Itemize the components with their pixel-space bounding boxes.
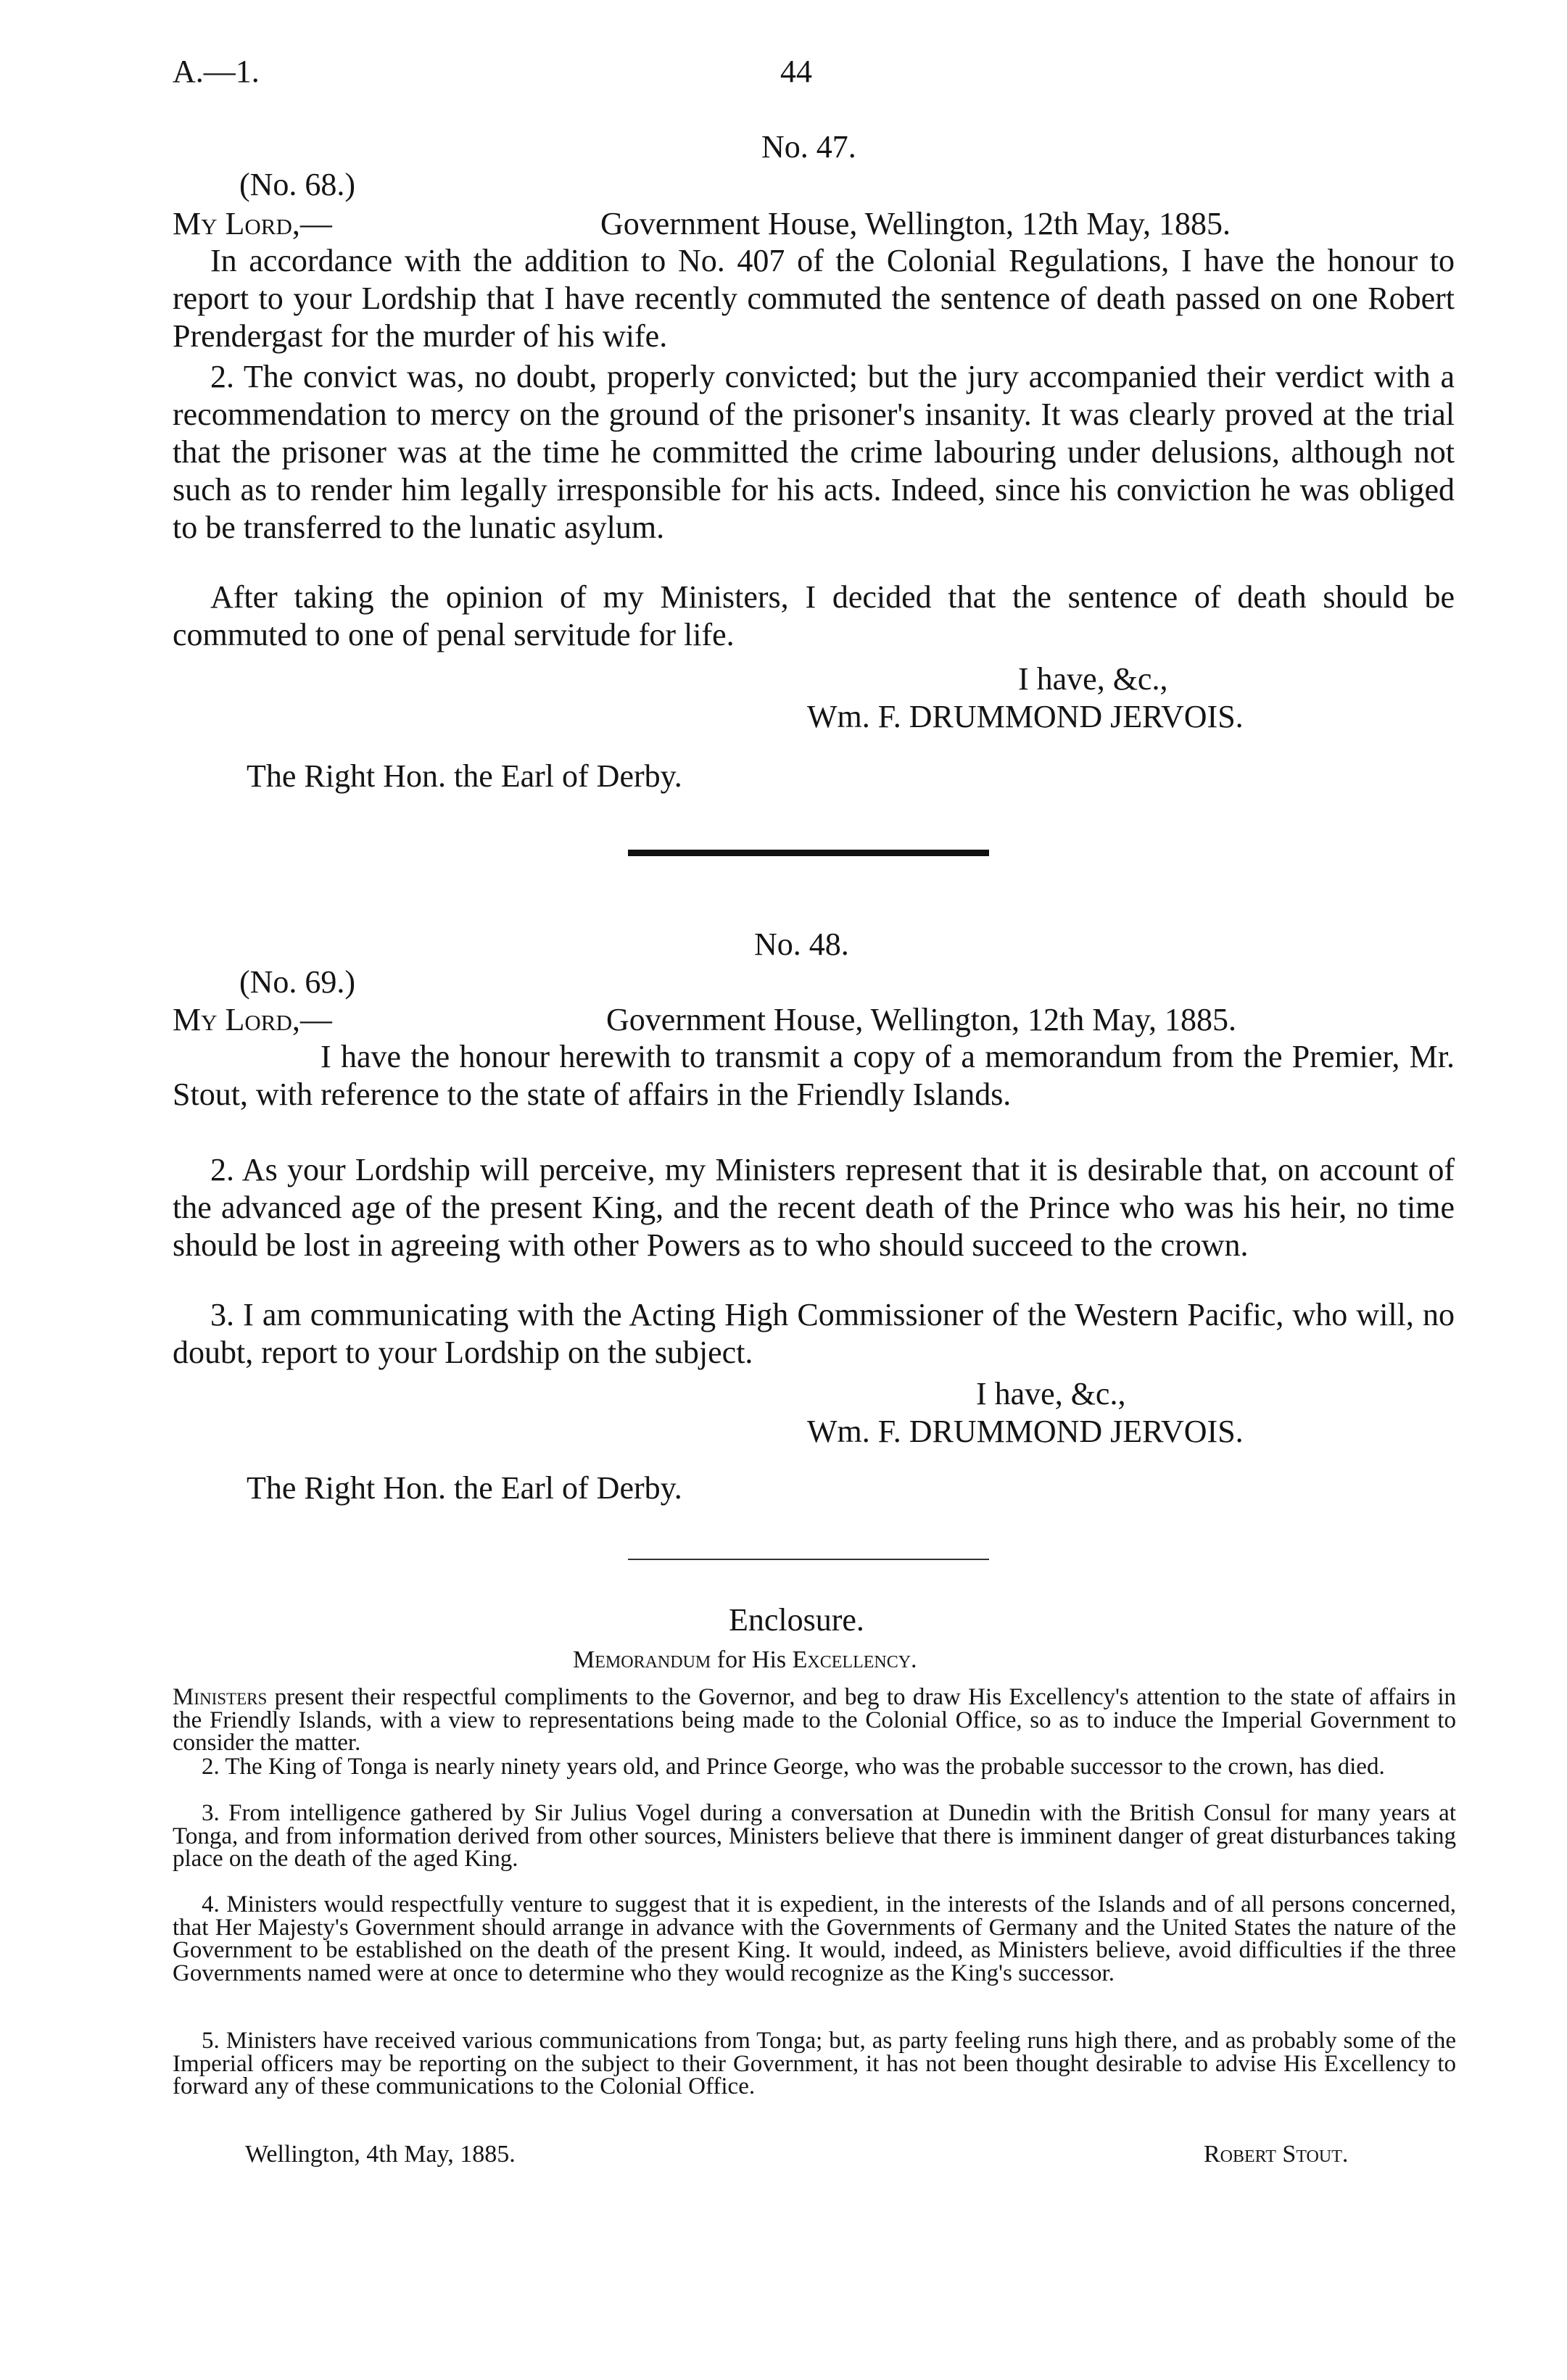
letter-paragraph: 3. I am communicating with the Acting High Commissioner of the Western Pacific, who will, no doubt, report to your Lordship on the subject. — [173, 1297, 1455, 1370]
letter-paragraph: In accordance with the addition to No. 407 of the Colonial Regulations, I have the honour to report to your Lordship that I have recently commuted the sentence of death passed on one Robert Prendergast for the murder of his wife. — [173, 243, 1455, 354]
closing: I have, &c., — [976, 1376, 1126, 1411]
excellency-word: Excellency. — [792, 1646, 917, 1673]
letter-reference: (No. 68.) — [239, 167, 356, 202]
letter-reference: (No. 69.) — [239, 964, 356, 1000]
dateline: Government House, Wellington, 12th May, 1885. — [600, 206, 1231, 241]
memorandum-paragraph-text: present their respectful compliments to the Governor, and beg to draw His Excellency's attention to the state of affairs in the Friendly Islands, with a view to representations being made to the Colonial Office, so as to induce the Imperial Government to consider the matter. — [173, 1684, 1456, 1756]
place-and-date: Wellington, 4th May, 1885. — [245, 2141, 516, 2168]
document-reference: A.—1. — [173, 54, 260, 89]
memorandum-paragraph: 4. Ministers would respectfully venture to suggest that it is expedient, in the interests of the Islands and of all persons concerned, that Her Majesty's Government should arrange in advance with the Governments of Germany and the United States the nature of the Government to be established on the death of the present King. It would, indeed, as Ministers believe, avoid difficulties if the three Governments named were at once to determine who they would recognize as the King's successor. — [173, 1891, 1456, 1986]
enclosure-divider — [628, 1559, 989, 1560]
letter-paragraph: 2. The convict was, no doubt, properly convicted; but the jury accompanied their verdict with a recommendation to mercy on the ground of the prisoner's insanity. It was clearly proved at the trial that the prisoner was at the time he committed the crime labouring under delusions, although not such as to render him legally irresponsible for his acts. Indeed, since his conviction he was obliged to be transferred to the lunatic asylum. — [173, 359, 1455, 545]
addressee: The Right Hon. the Earl of Derby. — [247, 1470, 682, 1506]
salutation: My Lord,— — [173, 1002, 332, 1037]
salutation: My Lord,— — [173, 206, 332, 241]
memorandum-word: Memorandum — [573, 1646, 711, 1673]
memorandum-signatory: Robert Stout. — [1204, 2141, 1349, 2168]
memorandum-paragraph: 2. The King of Tonga is nearly ninety years old, and Prince George, who was the probable successor to the crown, has died. — [202, 1754, 1385, 1780]
memorandum-paragraph — [173, 1686, 1456, 1755]
memorandum-paragraph: 3. From intelligence gathered by Sir Julius Vogel during a conversation at Dunedin with the British Consul for many years at Tonga, and from information derived from other sources, Ministers believe that there is imminent danger of great disturbances taking place on the death of the aged King. — [173, 1800, 1456, 1872]
closing: I have, &c., — [1018, 661, 1168, 697]
section-divider — [628, 850, 989, 856]
addressee: The Right Hon. the Earl of Derby. — [247, 758, 682, 794]
letter-paragraph: 2. As your Lordship will perceive, my Ministers represent that it is desirable that, on account of the advanced age of the present King, and the recent death of the Prince who was his heir, no time should be lost in agreeing with other Powers as to who should succeed to the crown. — [173, 1152, 1455, 1263]
letter-paragraph: I have the honour herewith to transmit a copy of a memorandum from the Premier, Mr. Stout, with reference to the state of affairs in the Friendly Islands. — [173, 1039, 1455, 1112]
memorandum-lead-word: Ministers — [173, 1684, 268, 1710]
memorandum-paragraph: 5. Ministers have received various communications from Tonga; but, as party feeling runs high there, and as probably some of the Imperial officers may be reporting on the subject to their Government, it has not been thought desirable to advise His Excellency to forward any of these communications to the Colonial Office. — [173, 2028, 1456, 2099]
enclosure-heading: Enclosure. — [729, 1602, 864, 1638]
memorandum-heading — [573, 1646, 917, 1675]
page-number: 44 — [780, 54, 812, 89]
memorandum-connector: for His — [711, 1646, 793, 1673]
letter-paragraph: After taking the opinion of my Ministers, I decided that the sentence of death should be commuted to one of penal servitude for life. — [173, 579, 1455, 652]
signature: Wm. F. DRUMMOND JERVOIS. — [807, 1414, 1244, 1449]
dateline: Government House, Wellington, 12th May, 1885. — [606, 1002, 1237, 1037]
signature: Wm. F. DRUMMOND JERVOIS. — [807, 699, 1244, 734]
letter-number: No. 47. — [761, 129, 856, 165]
letter-number: No. 48. — [754, 926, 849, 962]
